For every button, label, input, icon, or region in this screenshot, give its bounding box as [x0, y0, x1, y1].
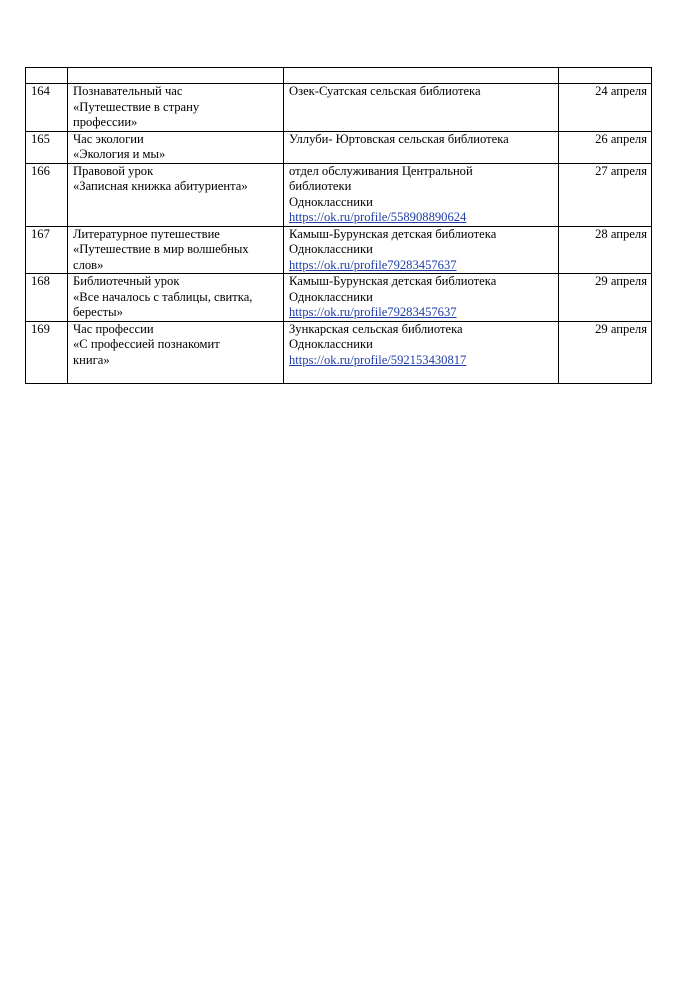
place-cell — [284, 226, 559, 274]
event-cell — [68, 163, 284, 226]
place-line: Камыш-Бурунская детская библиотека — [289, 226, 497, 241]
place-line: Одноклассники — [289, 289, 373, 304]
event-title-line: «Все началось с таблицы, свитка, — [73, 289, 253, 304]
events-table — [25, 67, 652, 384]
table-row — [26, 321, 652, 384]
event-cell — [68, 84, 284, 132]
row-number: 166 — [26, 163, 68, 226]
place-line: Одноклассники — [289, 337, 373, 351]
table-header-row — [26, 68, 652, 84]
event-title-line: профессии» — [73, 115, 138, 129]
profile-link[interactable]: https://ok.ru/profile79283457637 — [289, 305, 457, 319]
header-cell-event — [68, 68, 284, 84]
event-type: Правовой урок — [73, 163, 154, 178]
row-spacer — [73, 368, 279, 383]
profile-link[interactable]: https://ok.ru/profile/592153430817 — [289, 352, 467, 367]
event-title-line: «С профессией познакомит — [73, 337, 220, 351]
header-cell-num — [26, 68, 68, 84]
date-cell: 29 апреля — [559, 274, 652, 322]
event-title-line: книга» — [73, 352, 110, 367]
date-cell: 24 апреля — [559, 84, 652, 132]
header-cell-date — [559, 68, 652, 84]
table-row — [26, 274, 652, 322]
place-cell — [284, 131, 559, 163]
table-row — [26, 163, 652, 226]
place-line: Камыш-Бурунская детская библиотека — [289, 274, 497, 288]
place-line: Зункарская сельская библиотека — [289, 321, 463, 336]
event-type: Библиотечный урок — [73, 274, 180, 288]
place-line: библиотеки — [289, 179, 352, 193]
place-cell — [284, 163, 559, 226]
event-title-line: слов» — [73, 257, 104, 272]
event-type: Литературное путешествие — [73, 226, 220, 241]
place-line: отдел обслуживания Центральной — [289, 163, 473, 178]
header-cell-place — [284, 68, 559, 84]
event-cell — [68, 131, 284, 163]
row-number: 165 — [26, 131, 68, 163]
row-number: 164 — [26, 84, 68, 132]
place-cell — [284, 321, 559, 384]
place-line: Одноклассники — [289, 242, 373, 256]
place-line: Одноклассники — [289, 194, 373, 209]
date-cell: 27 апреля — [559, 163, 652, 226]
row-number: 168 — [26, 274, 68, 322]
place-line: Уллуби- Юртовская сельская библиотека — [289, 131, 509, 146]
table-row — [26, 226, 652, 274]
date-cell: 29 апреля — [559, 321, 652, 384]
table-row — [26, 84, 652, 132]
profile-link[interactable]: https://ok.ru/profile79283457637 — [289, 257, 457, 272]
event-cell — [68, 321, 284, 384]
place-line: Озек-Суатская сельская библиотека — [289, 84, 481, 98]
event-title-line: «Экология и мы» — [73, 147, 166, 161]
table-row — [26, 131, 652, 163]
place-cell — [284, 84, 559, 132]
event-cell — [68, 274, 284, 322]
row-number: 167 — [26, 226, 68, 274]
event-title-line: «Записная книжка абитуриента» — [73, 179, 248, 193]
place-cell — [284, 274, 559, 322]
event-type: Час профессии — [73, 321, 154, 336]
row-number: 169 — [26, 321, 68, 384]
event-cell — [68, 226, 284, 274]
event-type: Час экологии — [73, 131, 144, 146]
event-title-line: «Путешествие в страну — [73, 99, 200, 114]
event-title-line: «Путешествие в мир волшебных — [73, 242, 249, 256]
event-type: Познавательный час — [73, 84, 183, 98]
event-title-line: бересты» — [73, 305, 123, 319]
profile-link[interactable]: https://ok.ru/profile/558908890624 — [289, 210, 467, 224]
date-cell: 28 апреля — [559, 226, 652, 274]
date-cell: 26 апреля — [559, 131, 652, 163]
